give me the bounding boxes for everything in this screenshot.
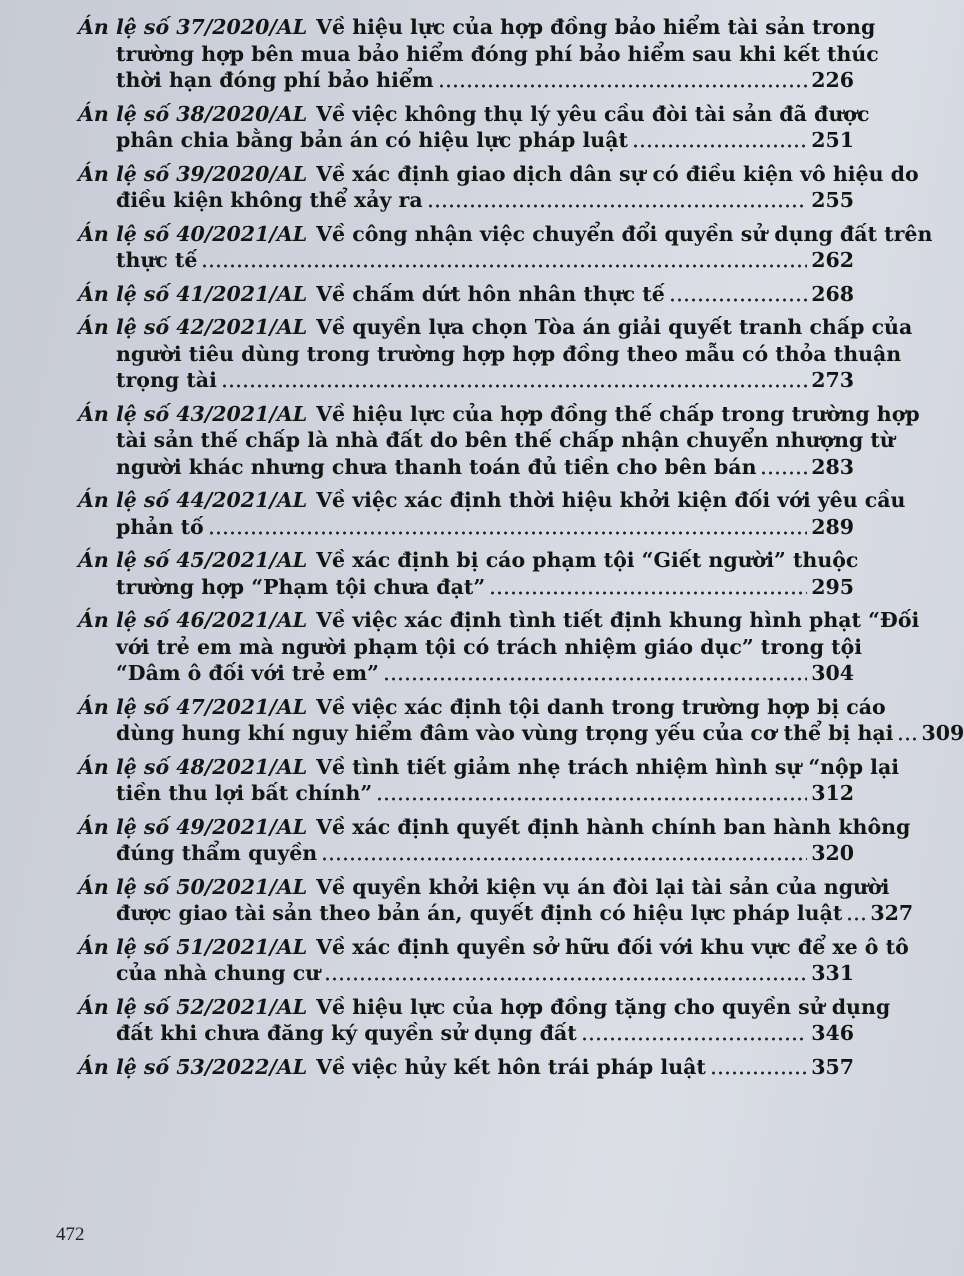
toc-entry xyxy=(64,314,913,394)
toc-entry-line xyxy=(64,187,854,214)
toc-entry-line xyxy=(64,221,933,248)
toc-entry-line xyxy=(64,720,964,747)
entry-title-text: Về việc xác định tội danh trong trường hợp bị cáo xyxy=(316,694,886,719)
entry-title-text: Về quyền lựa chọn Tòa án giải quyết tranh chấp của xyxy=(316,315,913,339)
entry-title-text: của nhà chung cư xyxy=(116,961,321,985)
toc-entry-line xyxy=(64,67,854,94)
toc-entry xyxy=(64,547,859,600)
toc-entry-line xyxy=(64,994,891,1021)
entry-page-number: 226 xyxy=(811,68,854,92)
dot-leader xyxy=(376,796,807,802)
case-reference: Án lệ số 41/2021/AL xyxy=(78,281,308,306)
entry-page-number: 304 xyxy=(811,661,854,685)
entry-title-text: Về việc xác định tình tiết định khung hình phạt “Đối xyxy=(316,608,920,632)
entry-title-text: đúng thẩm quyền xyxy=(116,841,318,865)
toc-entry-line xyxy=(64,780,854,807)
entry-title-text: thời hạn đóng phí bảo hiểm xyxy=(116,68,434,92)
toc-entry xyxy=(64,934,909,987)
toc-entry-line xyxy=(64,960,854,987)
entry-page-number: 327 xyxy=(870,901,914,925)
dot-leader xyxy=(760,470,807,476)
toc-entry-line xyxy=(64,1020,854,1047)
case-reference: Án lệ số 52/2021/AL xyxy=(78,994,308,1019)
entry-title-text: được giao tài sản theo bản án, quyết định có hiệu lực pháp luật xyxy=(116,901,843,925)
toc-entry-line xyxy=(64,367,854,394)
entry-page-number: 312 xyxy=(811,781,854,805)
toc-entry-line xyxy=(64,514,854,541)
toc-entry-line xyxy=(64,814,911,841)
case-reference: Án lệ số 46/2021/AL xyxy=(78,608,308,632)
case-reference: Án lệ số 47/2021/AL xyxy=(78,694,308,719)
dot-leader xyxy=(846,916,866,922)
case-reference: Án lệ số 44/2021/AL xyxy=(78,488,308,512)
toc-entry xyxy=(64,281,854,308)
entry-title-text: Về hiệu lực của hợp đồng bảo hiểm tài sản trong xyxy=(316,15,876,39)
toc-entry xyxy=(64,874,914,927)
dot-leader xyxy=(201,263,807,269)
toc-entry-line xyxy=(64,101,870,128)
toc-entry-line xyxy=(64,161,919,188)
entry-title-text: Về hiệu lực của hợp đồng thế chấp trong trường hợp xyxy=(316,401,920,426)
dot-leader xyxy=(383,676,807,682)
toc-entry-line xyxy=(64,607,920,634)
case-reference: Án lệ số 43/2021/AL xyxy=(78,401,308,426)
case-reference: Án lệ số 51/2021/AL xyxy=(78,934,308,959)
toc-entry-line xyxy=(64,41,879,68)
entry-title-text: phản tố xyxy=(116,514,204,539)
entry-title-text: Về việc hủy kết hôn trái pháp luật xyxy=(316,1054,706,1079)
toc-entry-line xyxy=(64,660,854,687)
entry-title-text: dùng hung khí nguy hiểm đâm vào vùng trọng yếu của cơ thể bị hại xyxy=(116,721,894,745)
entry-title-text: trọng tài xyxy=(116,368,217,392)
dot-leader xyxy=(221,383,807,389)
entry-title-text: đất khi chưa đăng ký quyền sử dụng đất xyxy=(116,1021,577,1045)
toc-entry xyxy=(64,161,919,214)
toc-entry-line xyxy=(64,1054,854,1081)
entry-title-text: trường hợp bên mua bảo hiểm đóng phí bảo hiểm sau khi kết thúc xyxy=(116,41,879,66)
toc-entry-line xyxy=(64,900,914,927)
entry-title-text: người tiêu dùng trong trường hợp hợp đồng theo mẫu có thỏa thuận xyxy=(116,341,902,366)
dot-leader xyxy=(427,203,808,209)
toc-entry xyxy=(64,1054,854,1081)
toc-entry xyxy=(64,14,879,94)
entry-page-number: 273 xyxy=(811,368,854,392)
entry-title-text: trường hợp “Phạm tội chưa đạt” xyxy=(116,574,486,599)
entry-title-text: Về chấm dứt hôn nhân thực tế xyxy=(316,281,665,306)
entry-title-text: phân chia bằng bản án có hiệu lực pháp luật xyxy=(116,128,628,152)
case-reference: Án lệ số 45/2021/AL xyxy=(78,548,308,572)
toc-entry xyxy=(64,694,964,747)
case-reference: Án lệ số 38/2020/AL xyxy=(78,101,308,126)
entry-title-text: Về công nhận việc chuyển đổi quyền sử dụng đất trên xyxy=(316,221,933,246)
entry-page-number: 289 xyxy=(811,514,854,539)
entry-title-text: thực tế xyxy=(116,248,198,272)
dot-leader xyxy=(669,297,807,303)
entry-page-number: 331 xyxy=(811,961,854,985)
entry-title-text: Về việc không thụ lý yêu cầu đòi tài sản đã được xyxy=(316,101,870,126)
toc-entry-line xyxy=(64,314,913,341)
entry-title-text: Về quyền khởi kiện vụ án đòi lại tài sản của người xyxy=(316,874,890,899)
entry-page-number: 262 xyxy=(811,248,854,272)
case-reference: Án lệ số 53/2022/AL xyxy=(78,1054,308,1079)
entry-page-number: 268 xyxy=(811,281,854,306)
toc-entry xyxy=(64,487,906,540)
case-reference: Án lệ số 39/2020/AL xyxy=(78,161,308,186)
toc-entry-line xyxy=(64,934,909,961)
entry-title-text: Về việc xác định thời hiệu khởi kiện đối với yêu cầu xyxy=(316,488,906,512)
table-of-contents xyxy=(64,14,964,1087)
toc-entry-line xyxy=(64,247,854,274)
toc-entry-line xyxy=(64,127,854,154)
case-reference: Án lệ số 49/2021/AL xyxy=(78,814,308,839)
entry-title-text: tài sản thế chấp là nhà đất do bên thế chấp nhận chuyển nhượng từ xyxy=(116,428,895,452)
entry-page-number: 295 xyxy=(811,574,854,599)
entry-page-number: 251 xyxy=(811,128,854,152)
toc-entry xyxy=(64,101,870,154)
toc-entry xyxy=(64,221,933,274)
entry-title-text: Về xác định bị cáo phạm tội “Giết người” thuộc xyxy=(316,548,859,572)
toc-entry xyxy=(64,607,920,687)
toc-entry-line xyxy=(64,427,895,454)
entry-title-text: Về hiệu lực của hợp đồng tặng cho quyền sử dụng xyxy=(316,994,891,1019)
page-number: 472 xyxy=(56,1224,85,1245)
entry-title-text: Về xác định quyết định hành chính ban hành không xyxy=(316,814,911,839)
toc-entry-line xyxy=(64,401,920,428)
entry-title-text: Về xác định quyền sở hữu đối với khu vực để xe ô tô xyxy=(316,934,909,959)
toc-entry xyxy=(64,401,920,481)
dot-leader xyxy=(324,976,807,982)
toc-entry xyxy=(64,994,891,1047)
toc-entry-line xyxy=(64,874,890,901)
toc-entry-line xyxy=(64,694,886,721)
entry-title-text: Về xác định giao dịch dân sự có điều kiện vô hiệu do xyxy=(316,161,919,186)
entry-page-number: 346 xyxy=(811,1021,854,1045)
toc-entry-line xyxy=(64,754,900,781)
dot-leader xyxy=(897,736,917,742)
case-reference: Án lệ số 42/2021/AL xyxy=(78,315,308,339)
toc-entry xyxy=(64,814,911,867)
dot-leader xyxy=(208,530,807,536)
entry-title-text: Về tình tiết giảm nhẹ trách nhiệm hình sự “nộp lại xyxy=(316,754,900,779)
toc-entry-line xyxy=(64,14,876,41)
case-reference: Án lệ số 50/2021/AL xyxy=(78,874,308,899)
toc-entry-line xyxy=(64,341,902,368)
entry-title-text: “Dâm ô đối với trẻ em” xyxy=(116,661,379,685)
entry-page-number: 255 xyxy=(811,188,854,212)
dot-leader xyxy=(489,590,807,596)
entry-page-number: 320 xyxy=(811,841,854,865)
entry-title-text: với trẻ em mà người phạm tội có trách nhiệm giáo dục” trong tội xyxy=(116,634,863,659)
dot-leader xyxy=(632,143,807,149)
toc-entry-line xyxy=(64,634,863,661)
toc-entry-line xyxy=(64,281,854,308)
entry-title-text: người khác nhưng chưa thanh toán đủ tiền cho bên bán xyxy=(116,454,757,479)
toc-entry-line xyxy=(64,454,854,481)
toc-entry-line xyxy=(64,574,854,601)
toc-entry-line xyxy=(64,840,854,867)
dot-leader xyxy=(581,1036,807,1042)
case-reference: Án lệ số 37/2020/AL xyxy=(78,15,308,39)
dot-leader xyxy=(321,856,807,862)
toc-entry-line xyxy=(64,487,906,514)
dot-leader xyxy=(710,1070,807,1076)
dot-leader xyxy=(438,83,808,89)
toc-entry-line xyxy=(64,547,859,574)
case-reference: Án lệ số 48/2021/AL xyxy=(78,754,308,779)
entry-page-number: 283 xyxy=(811,454,854,479)
entry-page-number: 357 xyxy=(811,1054,854,1079)
entry-title-text: điều kiện không thể xảy ra xyxy=(116,188,423,212)
toc-entry xyxy=(64,754,900,807)
entry-title-text: tiền thu lợi bất chính” xyxy=(116,781,373,805)
entry-page-number: 309 xyxy=(921,721,964,745)
case-reference: Án lệ số 40/2021/AL xyxy=(78,221,308,246)
